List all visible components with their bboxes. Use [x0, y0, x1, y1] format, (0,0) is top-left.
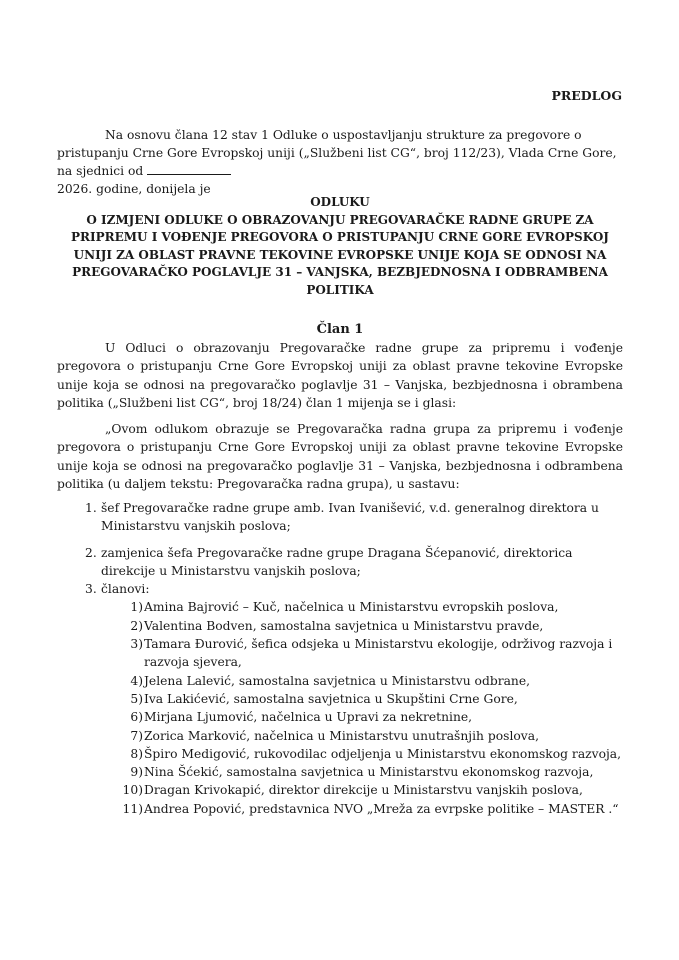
- list-text: zamjenica šefa Pregovaračke radne grupe Dragana Šćepanović, direktorica direkcije u Ministarstvu vanjskih poslova;: [101, 545, 573, 578]
- list-text: šef Pregovaračke radne grupe amb. Ivan Ivanišević, v.d. generalnog direktora u Ministarstvu vanjskih poslova;: [101, 501, 599, 534]
- members-list: [57, 598, 623, 818]
- member-number: 4): [130, 673, 143, 688]
- member-item: [57, 635, 623, 672]
- member-text: Nina Šćekić, samostalna savjetnica u Ministarstvu ekonomskog razvoja,: [144, 765, 594, 780]
- draft-label: PREDLOG: [551, 88, 622, 103]
- member-item: [57, 617, 623, 635]
- member-text: Amina Bajrović – Kuč, načelnica u Ministarstvu evropskih poslova,: [144, 600, 559, 615]
- composition-list: [57, 499, 623, 818]
- member-number: 7): [130, 728, 143, 743]
- list-number: 3.: [85, 582, 97, 597]
- member-text: Mirjana Ljumović, načelnica u Upravi za nekretnine,: [144, 710, 473, 725]
- title-subject: O IZMJENI ODLUKE O OBRAZOVANJU PREGOVARAČKE RADNE GRUPE ZA PRIPREMU I VOĐENJE PREGOVORA O PRISTUPANJU CRNE GORE EVROPSKOJ UNIJI ZA OBLAST PRAVNE TEKOVINE EVROPSKE UNIJE KOJA SE ODNOSI NA PREGOVARAČKO POGLAVLJE 31 – VANJSKA, BEZBJEDNOSNA I ODBRAMBENA POLITIKA: [71, 212, 609, 297]
- member-text: Špiro Medigović, rukovodilac odjeljenja u Ministarstvu ekonomskog razvoja,: [144, 746, 622, 761]
- member-item: [57, 800, 623, 818]
- article-paragraph-1: U Odluci o obrazovanju Pregovaračke radne grupe za pripremu i vođenje pregovora o pristupanju Crne Gore Evropskoj uniji za oblast pravne tekovine Evropske unije koja se odnosi na pregovaračko poglavlje 31 – Vanjska, bezbjednosna i obrambena politika („Službeni list CG“, broj 18/24) član 1 mijenja se i glasi:: [57, 341, 623, 410]
- list-item: [57, 580, 623, 598]
- member-number: 10): [122, 783, 143, 798]
- member-text: Valentina Bodven, samostalna savjetnica u Ministarstvu pravde,: [144, 618, 544, 633]
- member-number: 3): [130, 637, 143, 652]
- member-item: [57, 781, 623, 799]
- member-number: 2): [130, 618, 143, 633]
- member-text: Iva Lakićević, samostalna savjetnica u Skupštini Crne Gore,: [144, 691, 518, 706]
- member-number: 8): [130, 746, 143, 761]
- member-text: Zorica Marković, načelnica u Ministarstvu unutrašnjih poslova,: [144, 728, 539, 743]
- article-paragraph-2: „Ovom odlukom obrazuje se Pregovaračka radna grupa za pripremu i vođenje pregovora o pristupanju Crne Gore Evropskoj uniji za oblast pravne tekovine Evropske unije koja se odnosi na pregovaračko poglavlje 31 – Vanjska, bezbjednosna i odbrambena politika (u daljem tekstu: Pregovaračka radna grupa), u sastavu:: [57, 422, 623, 491]
- member-number: 5): [130, 691, 143, 706]
- preamble-text-end: 2026. godine, donijela je: [57, 182, 211, 196]
- list-text: članovi:: [101, 582, 150, 597]
- member-text: Tamara Đurović, šefica odsjeka u Ministarstvu ekologije, održivog razvoja i razvoja sjevera,: [144, 637, 613, 670]
- list-item: [57, 544, 623, 581]
- member-item: [57, 690, 623, 708]
- member-item: [57, 708, 623, 726]
- decision-title: [57, 194, 623, 299]
- member-number: 6): [130, 710, 143, 725]
- member-item: [57, 763, 623, 781]
- member-item: [57, 598, 623, 616]
- member-text: Andrea Popović, predstavnica NVO „Mreža za evrpske politike – MASTER .“: [144, 801, 619, 816]
- list-number: 1.: [85, 501, 97, 515]
- list-item: [57, 499, 623, 536]
- member-number: 1): [130, 600, 143, 615]
- preamble-text: Na osnovu člana 12 stav 1 Odluke o uspostavljanju strukture za pregovore o pristupanju Crne Gore Evropskoj uniji („Službeni list CG“, broj 112/23), Vlada Crne Gore, na sjednici od: [57, 128, 617, 178]
- list-number: 2.: [85, 545, 97, 560]
- date-blank-line: [147, 164, 231, 175]
- article-heading: Član 1: [316, 322, 364, 337]
- member-item: [57, 745, 623, 763]
- member-item: [57, 727, 623, 745]
- title-odluku: ODLUKU: [310, 195, 370, 209]
- preamble: [57, 126, 623, 198]
- member-item: [57, 672, 623, 690]
- member-text: Dragan Krivokapić, direktor direkcije u Ministarstvu vanjskih poslova,: [144, 783, 583, 798]
- member-number: 9): [130, 765, 143, 780]
- member-text: Jelena Lalević, samostalna savjetnica u Ministarstvu odbrane,: [144, 673, 531, 688]
- member-number: 11): [122, 801, 143, 816]
